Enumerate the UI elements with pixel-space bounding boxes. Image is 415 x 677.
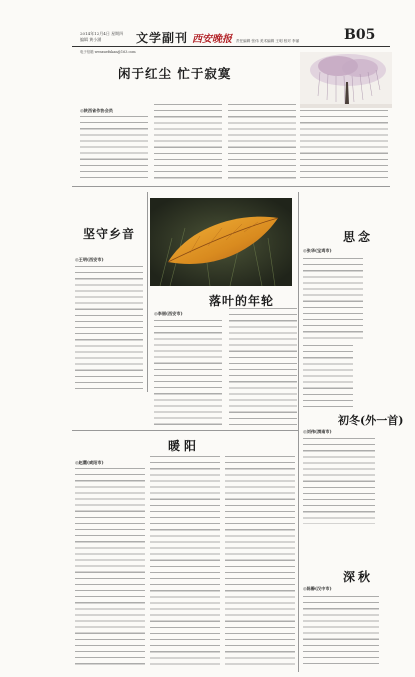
poem-body: [303, 438, 375, 524]
tree-illustration: [300, 52, 392, 108]
article-body: [154, 320, 222, 425]
section-divider: [72, 186, 390, 187]
column-divider: [298, 192, 299, 672]
article-title: 落叶的年轮: [209, 294, 275, 308]
article-body: [228, 104, 296, 181]
article-byline: ◎王明(西安市): [75, 257, 104, 262]
header-rule: [72, 46, 390, 47]
page-number: B05: [344, 27, 376, 43]
poem-title: 深秋: [343, 570, 374, 584]
poem-title: 初冬(外一首): [338, 414, 404, 427]
poem-body: [303, 596, 379, 666]
issue-date: 2014年12月4日 星期四: [80, 31, 124, 36]
article-title: 闲于红尘 忙于寂寞: [118, 66, 232, 81]
article-body: [150, 456, 220, 668]
article-body: [75, 266, 143, 390]
staff-credit: 责任编辑 张伟 美术编辑 王明 校对 李丽: [236, 39, 300, 43]
poem-byline: ◎刘伟(渭南市): [303, 429, 332, 434]
article-body: [80, 116, 148, 181]
article-body: [300, 110, 388, 181]
article-body: [229, 308, 297, 425]
poem-body: [303, 345, 353, 407]
article-byline: ◎赵霞(咸阳市): [75, 460, 104, 465]
editor-credit: 编辑 黄小涵: [80, 37, 102, 42]
paper-logo: 西安晚报: [192, 34, 232, 45]
article-body: [75, 468, 145, 668]
section-title: 文学副刊: [136, 31, 189, 45]
article-title: 坚守乡音: [83, 227, 136, 241]
leaf-photo: [150, 198, 292, 286]
poem-body: [303, 258, 363, 340]
article-body: [225, 456, 295, 668]
poem-byline: ◎陈静(汉中市): [303, 586, 332, 591]
column-divider: [147, 192, 148, 392]
article-title: 暖阳: [168, 439, 201, 453]
section-divider: [72, 430, 298, 431]
poem-title: 思念: [343, 230, 374, 244]
article-byline: ◎李丽(西安市): [154, 311, 183, 316]
section-email: 电子信箱 wenxuefukan@163.com: [80, 50, 136, 54]
article-byline: ◎陕西省作协会员: [80, 108, 113, 113]
poem-byline: ◎张华(宝鸡市): [303, 248, 332, 253]
article-body: [154, 104, 222, 181]
